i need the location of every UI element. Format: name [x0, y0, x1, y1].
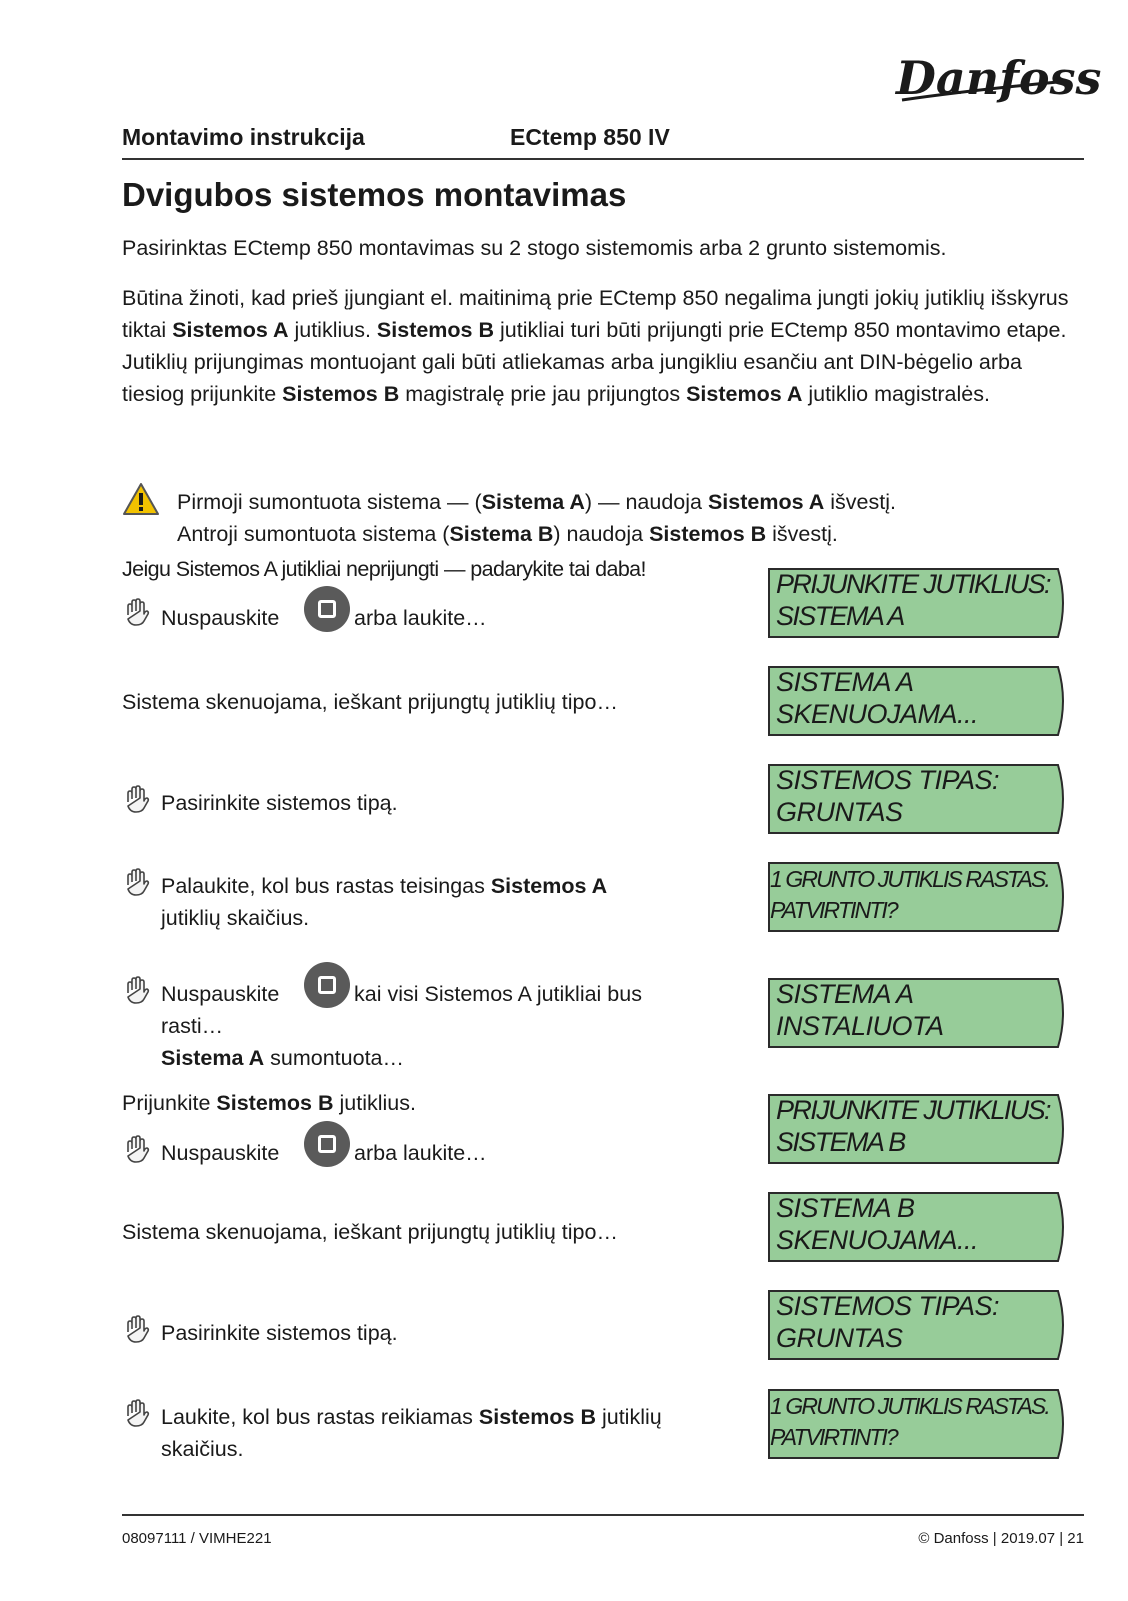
warning-icon — [122, 482, 160, 516]
header-divider — [122, 158, 1084, 160]
doc-code: 08097111 / VIMHE221 — [122, 1530, 272, 1547]
product-name: ECtemp 850 IV — [510, 124, 670, 150]
hand-icon — [122, 867, 152, 897]
footer-divider — [122, 1514, 1084, 1516]
lcd-display: SISTEMA A SKENUOJAMA... — [766, 664, 1071, 738]
ok-button-icon — [304, 962, 350, 1008]
step5-installed: Sistema A sumontuota… — [161, 1046, 404, 1070]
step8-text: Pasirinkite sistemos tipą. — [161, 1321, 398, 1345]
intro-paragraph: Pasirinktas ECtemp 850 montavimas su 2 stogo sistemomis arba 2 grunto sistemomis. — [122, 236, 947, 260]
step3-text: Pasirinkite sistemos tipą. — [161, 791, 398, 815]
info-paragraph: Būtina žinoti, kad prieš įjungiant el. maitinimą prie ECtemp 850 negalima jungti jokių jutiklių išskyrus tiktai Sistemos A jutiklius. Sistemos B jutikliai turi būti prijungti prie ECtemp 850 montavimo etape. Jutiklių prijungimas montuojant gali būti atliekamas arba jungikliu esančiu ant DIN-bėgelio arba tiesiog prijunkite Sistemos B magistralę prie jau prijungtos Sistemos A jutiklio magistralės. — [122, 286, 1069, 406]
lcd-display: 1 GRUNTO JUTIKLIS RASTAS. PATVIRTINTI? — [766, 1387, 1071, 1461]
hand-icon — [122, 784, 152, 814]
step5-press: Nuspauskite — [161, 982, 280, 1006]
step7-text: Sistema skenuojama, ieškant prijungtų jutiklių tipo… — [122, 1220, 618, 1244]
ok-button-icon — [304, 1121, 350, 1167]
step1-press: Nuspauskite — [161, 606, 280, 630]
lcd-display: SISTEMA B SKENUOJAMA... — [766, 1190, 1071, 1264]
step1-note: Jeigu Sistemos A jutikliai neprijungti — padarykite tai daba! — [122, 557, 646, 581]
lcd-display: 1 GRUNTO JUTIKLIS RASTAS. PATVIRTINTI? — [766, 860, 1071, 934]
hand-icon — [122, 1314, 152, 1344]
step6-wait: arba laukite… — [354, 1141, 487, 1165]
doc-type: Montavimo instrukcija — [122, 124, 365, 150]
step6-note: Prijunkite Sistemos B jutiklius. — [122, 1091, 416, 1115]
step1-wait: arba laukite… — [354, 606, 487, 630]
step5-found: rasti… — [161, 1014, 224, 1038]
logo-text: Danfoss — [896, 51, 1102, 105]
step2-text: Sistema skenuojama, ieškant prijungtų jutiklių tipo… — [122, 690, 618, 714]
page-title: Dvigubos sistemos montavimas — [122, 176, 627, 213]
hand-icon — [122, 1398, 152, 1428]
lcd-display: PRIJUNKITE JUTIKLIUS: SISTEMA B — [766, 1092, 1071, 1166]
step5-text: kai visi Sistemos A jutikliai bus — [354, 982, 642, 1006]
hand-icon — [122, 1134, 152, 1164]
lcd-display: SISTEMOS TIPAS: GRUNTAS — [766, 1288, 1071, 1362]
hand-icon — [122, 975, 152, 1005]
step9-text: Laukite, kol bus rastas reikiamas Sistemos B jutiklių skaičius. — [161, 1405, 662, 1461]
step6-press: Nuspauskite — [161, 1141, 280, 1165]
lcd-display: SISTEMOS TIPAS: GRUNTAS — [766, 762, 1071, 836]
danfoss-logo — [892, 42, 1102, 112]
lcd-display: SISTEMA A INSTALIUOTA — [766, 976, 1071, 1050]
lcd-display: PRIJUNKITE JUTIKLIUS: SISTEMA A — [766, 566, 1071, 640]
hand-icon — [122, 597, 152, 627]
warning-text: Pirmoji sumontuota sistema — (Sistema A) — naudoja Sistemos A išvestį. Antroji sumontuota sistema (Sistema B) naudoja Sistemos B išvestį. — [177, 490, 896, 546]
ok-button-icon — [304, 586, 350, 632]
copyright: © Danfoss | 2019.07 | 21 — [918, 1530, 1084, 1547]
step4-text: Palaukite, kol bus rastas teisingas Sistemos A jutiklių skaičius. — [161, 874, 608, 930]
